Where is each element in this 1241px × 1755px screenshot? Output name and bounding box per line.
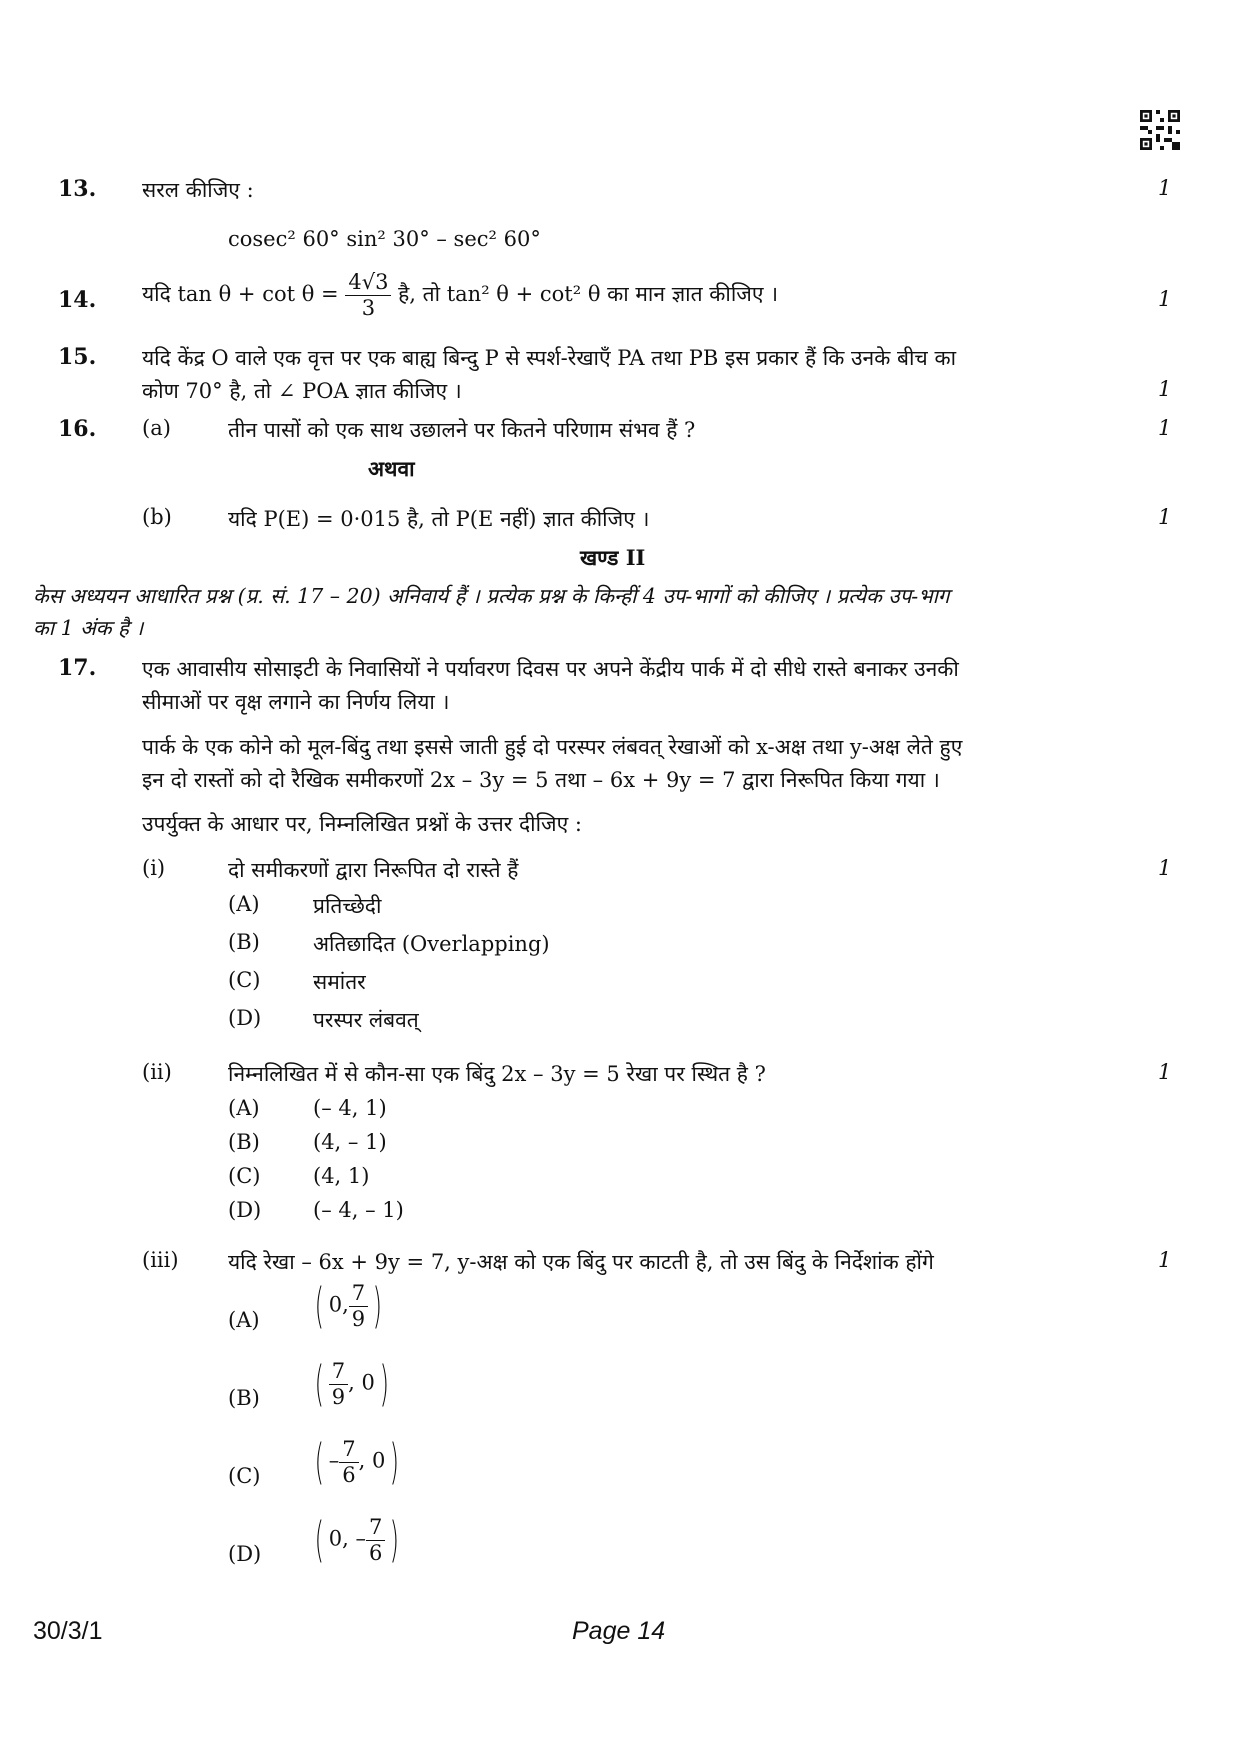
fraction-denominator: 6 bbox=[368, 1540, 383, 1565]
option-text: प्रतिच्छेदी bbox=[313, 894, 382, 918]
option-label: (B) bbox=[228, 930, 260, 954]
option-text: (– 4, 1) bbox=[313, 1096, 387, 1120]
fraction-numerator: 7 bbox=[329, 1361, 348, 1385]
coord-post: , 0 bbox=[358, 1448, 386, 1473]
fraction bbox=[349, 1280, 368, 1331]
fraction bbox=[329, 1358, 348, 1409]
sub-label: (a) bbox=[142, 416, 171, 440]
sub-label: (ii) bbox=[142, 1060, 172, 1084]
coord-pre: 0, bbox=[328, 1292, 349, 1317]
marks: 1 bbox=[1158, 505, 1172, 529]
question-text: कोण 70° है, तो ∠ POA ज्ञात कीजिए । bbox=[142, 379, 462, 403]
fraction-numerator: 4√3 bbox=[345, 272, 391, 296]
marks: 1 bbox=[1158, 1248, 1172, 1272]
question-number: 13. bbox=[58, 176, 97, 202]
right-paren: ) bbox=[390, 1512, 400, 1568]
left-paren: ( bbox=[314, 1512, 325, 1568]
option-coordinate bbox=[310, 1512, 404, 1568]
option-text: अतिछादित (Overlapping) bbox=[313, 932, 550, 956]
math-expression: cosec² 60° sin² 30° – sec² 60° bbox=[228, 227, 541, 251]
or-label: अथवा bbox=[368, 456, 415, 481]
sub-question-text: निम्नलिखित में से कौन-सा एक बिंदु 2x – 3y = 5 रेखा पर स्थित है ? bbox=[228, 1062, 766, 1086]
sub-label: (i) bbox=[142, 856, 166, 880]
option-label: (B) bbox=[228, 1386, 260, 1410]
section-title: खण्ड II bbox=[580, 545, 646, 570]
question-text-post: है, तो tan² θ + cot² θ का मान ज्ञात कीजिए । bbox=[398, 282, 779, 306]
question-text: सरल कीजिए : bbox=[142, 178, 254, 202]
option-text: परस्पर लंबवत् bbox=[313, 1008, 419, 1032]
question-number: 17. bbox=[58, 655, 97, 681]
option-label: (C) bbox=[228, 1164, 261, 1188]
fraction-denominator: 9 bbox=[351, 1306, 366, 1331]
marks: 1 bbox=[1158, 416, 1172, 440]
page-number: Page 14 bbox=[572, 1617, 666, 1645]
sub-question-text: दो समीकरणों द्वारा निरूपित दो रास्ते हैं bbox=[228, 858, 519, 882]
case-text: पार्क के एक कोने को मूल-बिंदु तथा इससे जाती हुई दो परस्पर लंबवत् रेखाओं को x-अक्ष तथा y-अक्ष लेते हुए bbox=[142, 735, 963, 759]
marks: 1 bbox=[1158, 1060, 1172, 1084]
case-text: उपर्युक्त के आधार पर, निम्नलिखित प्रश्नों के उत्तर दीजिए : bbox=[142, 812, 583, 836]
fraction-denominator: 6 bbox=[342, 1462, 356, 1487]
option-label: (C) bbox=[228, 1464, 261, 1488]
question-text: यदि P(E) = 0·015 है, तो P(E नहीं) ज्ञात कीजिए । bbox=[228, 507, 650, 531]
option-label: (D) bbox=[228, 1542, 262, 1566]
sub-label: (b) bbox=[142, 505, 172, 529]
fraction-numerator: 7 bbox=[366, 1517, 385, 1541]
option-label: (B) bbox=[228, 1130, 260, 1154]
section-instructions: का 1 अंक है । bbox=[33, 616, 144, 640]
question-number: 14. bbox=[58, 287, 97, 313]
option-label: (A) bbox=[228, 1096, 260, 1120]
option-label: (C) bbox=[228, 968, 261, 992]
option-label: (D) bbox=[228, 1006, 262, 1030]
question-text: तीन पासों को एक साथ उछालने पर कितने परिणाम संभव हैं ? bbox=[228, 418, 696, 442]
case-text: सीमाओं पर वृक्ष लगाने का निर्णय लिया । bbox=[142, 690, 450, 714]
sub-question-text: यदि रेखा – 6x + 9y = 7, y-अक्ष को एक बिंदु पर काटती है, तो उस बिंदु के निर्देशांक होंगे bbox=[228, 1250, 934, 1274]
marks: 1 bbox=[1158, 287, 1172, 311]
fraction bbox=[345, 272, 391, 319]
option-coordinate bbox=[310, 1356, 394, 1412]
question-number: 16. bbox=[58, 416, 97, 442]
sub-label: (iii) bbox=[142, 1248, 179, 1272]
paper-code: 30/3/1 bbox=[33, 1617, 103, 1645]
marks: 1 bbox=[1158, 856, 1172, 880]
option-text: (4, 1) bbox=[313, 1164, 370, 1188]
fraction-denominator: 9 bbox=[331, 1384, 346, 1409]
fraction-numerator: 7 bbox=[339, 1439, 358, 1463]
option-text: (– 4, – 1) bbox=[313, 1198, 404, 1222]
question-text: यदि केंद्र O वाले एक वृत्त पर एक बाह्य बिन्दु P से स्पर्श-रेखाएँ PA तथा PB इस प्रकार हैं कि उनके बीच का bbox=[142, 346, 957, 370]
right-paren: ) bbox=[379, 1356, 389, 1412]
left-paren: ( bbox=[314, 1356, 325, 1412]
option-text: समांतर bbox=[313, 970, 366, 994]
question-text-pre: यदि tan θ + cot θ = bbox=[142, 282, 339, 306]
qr-code-icon bbox=[1140, 110, 1180, 150]
right-paren: ) bbox=[372, 1278, 383, 1334]
section-instructions: केस अध्ययन आधारित प्रश्न (प्र. सं. 17 – 20) अनिवार्य हैं । प्रत्येक प्रश्न के किन्हीं 4 उप-भागों को कीजिए । प्रत्येक उप-भाग bbox=[33, 584, 950, 608]
option-coordinate bbox=[310, 1278, 387, 1334]
right-paren: ) bbox=[390, 1434, 400, 1490]
option-label: (A) bbox=[228, 892, 260, 916]
option-text: (4, – 1) bbox=[313, 1130, 387, 1154]
coord-pre: – bbox=[328, 1448, 340, 1473]
left-paren: ( bbox=[314, 1278, 325, 1334]
case-text: एक आवासीय सोसाइटी के निवासियों ने पर्यावरण दिवस पर अपने केंद्रीय पार्क में दो सीधे रास्ते बनाकर उनकी bbox=[142, 657, 959, 681]
fraction bbox=[339, 1436, 358, 1487]
question-text bbox=[142, 272, 778, 319]
fraction-denominator: 3 bbox=[361, 296, 376, 320]
option-label: (A) bbox=[228, 1308, 260, 1332]
fraction-numerator: 7 bbox=[349, 1283, 368, 1307]
left-paren: ( bbox=[314, 1434, 325, 1490]
case-text: इन दो रास्तों को दो रैखिक समीकरणों 2x – 3y = 5 तथा – 6x + 9y = 7 द्वारा निरूपित किया गया । bbox=[142, 768, 940, 792]
marks: 1 bbox=[1158, 377, 1172, 401]
coord-post: , 0 bbox=[348, 1370, 375, 1395]
option-coordinate bbox=[310, 1434, 404, 1490]
option-label: (D) bbox=[228, 1198, 262, 1222]
marks: 1 bbox=[1158, 176, 1172, 200]
fraction bbox=[366, 1514, 385, 1565]
coord-pre: 0, – bbox=[328, 1526, 366, 1551]
question-number: 15. bbox=[58, 344, 97, 370]
